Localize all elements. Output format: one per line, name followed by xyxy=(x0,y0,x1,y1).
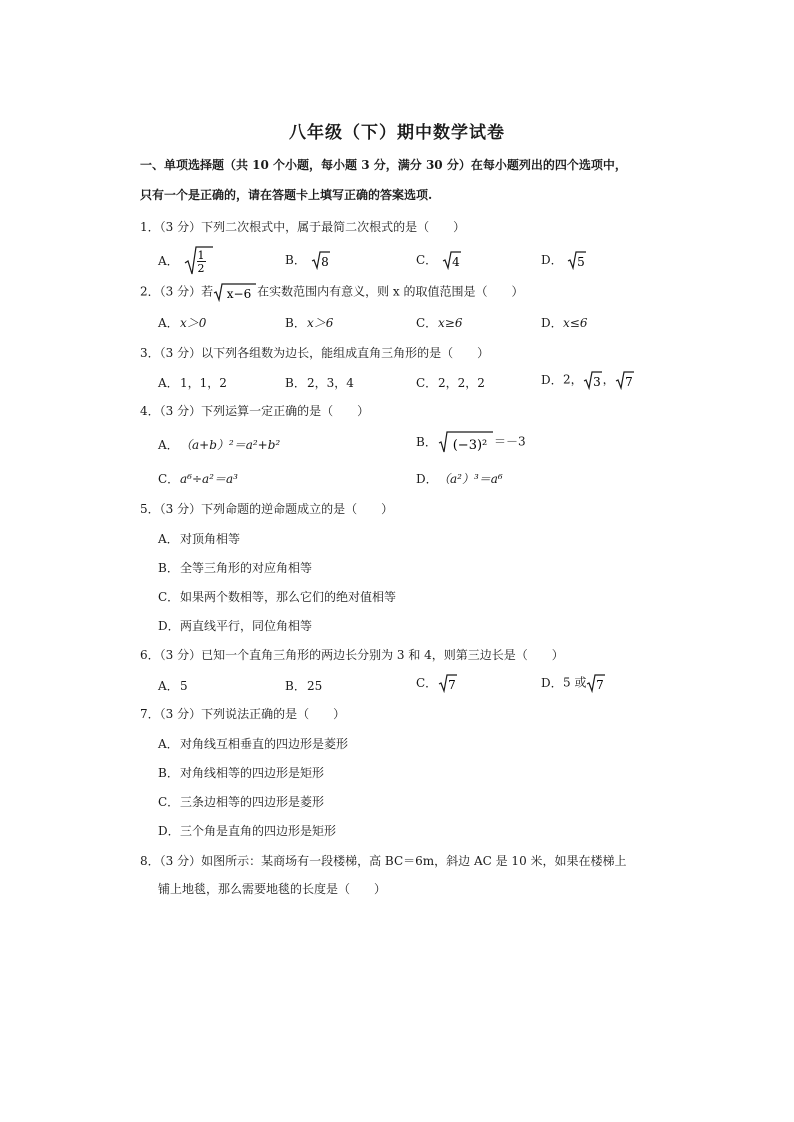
q2-option-a: A．x＞0 xyxy=(158,316,207,330)
page-title: 八年级（下）期中数学试卷 xyxy=(289,123,505,143)
svg-text:8: 8 xyxy=(321,255,329,269)
q4-option-d: D．（a²）³＝a⁶ xyxy=(416,472,503,486)
sqrt-icon xyxy=(438,673,458,693)
question-score: （3 分） xyxy=(159,220,202,234)
svg-text:7: 7 xyxy=(596,678,605,692)
q6-option-a: A．5 xyxy=(158,679,188,693)
q4-option-a: A．（a+b）²＝a²+b² xyxy=(158,438,281,452)
svg-text:(−3)²: (−3)² xyxy=(452,438,488,453)
svg-text:7: 7 xyxy=(448,678,456,692)
q3-option-d: D．2， 3 ， 7 xyxy=(541,370,635,390)
svg-text:2: 2 xyxy=(197,262,205,275)
q4-option-c: C．a⁶÷a²＝a³ xyxy=(158,472,238,486)
sqrt-icon xyxy=(567,250,587,270)
q3-option-c: C．2，2，2 xyxy=(416,376,485,390)
q4-option-b: B． (−3)² ＝－3 xyxy=(416,430,526,454)
sqrt-fraction-icon xyxy=(184,246,214,276)
sqrt-icon xyxy=(311,250,331,270)
question-number: 1． xyxy=(140,220,160,234)
sqrt-icon xyxy=(442,250,462,270)
svg-text:5: 5 xyxy=(577,255,585,269)
q7-option-c: C．三条边相等的四边形是菱形 xyxy=(158,795,325,809)
q6-option-d: D．5 或 7 xyxy=(541,673,606,693)
question-4: 4．（3 分）下列运算一定正确的是（ ） xyxy=(140,404,370,418)
sqrt-icon xyxy=(213,282,257,302)
q1-option-b: B． 8 xyxy=(285,250,331,270)
q3-option-b: B．2，3，4 xyxy=(285,376,354,390)
question-3: 3．（3 分）以下列各组数为边长，能组成直角三角形的是（ ） xyxy=(140,346,490,360)
svg-text:4: 4 xyxy=(452,255,460,269)
sqrt-icon xyxy=(586,673,606,693)
q2-option-c: C．x≥6 xyxy=(416,316,463,330)
svg-text:x−6: x−6 xyxy=(226,287,252,301)
svg-text:3: 3 xyxy=(592,375,601,389)
svg-text:1: 1 xyxy=(197,249,205,262)
q5-option-a: A．对顶角相等 xyxy=(158,532,241,546)
q6-option-b: B．25 xyxy=(285,679,323,693)
q2-option-b: B．x＞6 xyxy=(285,316,334,330)
q6-option-c: C． 7 xyxy=(416,673,458,693)
q1-option-a: A． 1 2 xyxy=(158,246,214,276)
sqrt-icon xyxy=(615,370,635,390)
q2-option-d: D．x≤6 xyxy=(541,316,588,330)
q5-option-d: D．两直线平行，同位角相等 xyxy=(158,619,313,633)
q5-option-b: B．全等三角形的对应角相等 xyxy=(158,561,313,575)
sqrt-icon xyxy=(583,370,603,390)
question-8: 8．（3 分）如图所示：某商场有一段楼梯，高 BC＝6m，斜边 AC 是 10 米，如果在楼梯上 xyxy=(140,854,627,868)
section-instructions-line2: 只有一个是正确的，请在答题卡上填写正确的答案选项. xyxy=(140,188,433,202)
question-7: 7．（3 分）下列说法正确的是（ ） xyxy=(140,707,346,721)
q7-option-b: B．对角线相等的四边形是矩形 xyxy=(158,766,325,780)
svg-text:7: 7 xyxy=(624,375,633,389)
question-8-line2: 铺上地毯，那么需要地毯的长度是（ ） xyxy=(158,882,387,896)
q7-option-d: D．三个角是直角的四边形是矩形 xyxy=(158,824,337,838)
question-1 xyxy=(140,218,700,235)
question-2: 2．（3 分）若 x−6 在实数范围内有意义，则 x 的取值范围是（ ） xyxy=(140,282,700,302)
sqrt-icon xyxy=(438,430,494,454)
q5-option-c: C．如果两个数相等，那么它们的绝对值相等 xyxy=(158,590,397,604)
q3-option-a: A．1，1，2 xyxy=(158,376,227,390)
question-5: 5．（3 分）下列命题的逆命题成立的是（ ） xyxy=(140,502,394,516)
q7-option-a: A．对角线互相垂直的四边形是菱形 xyxy=(158,737,349,751)
section-instructions-line1: 一、单项选择题（共 10 个小题，每小题 3 分，满分 30 分）在每小题列出的四个选项中， xyxy=(140,158,627,172)
question-6: 6．（3 分）已知一个直角三角形的两边长分别为 3 和 4，则第三边长是（ ） xyxy=(140,648,564,662)
question-stem: 下列二次根式中，属于最简二次根式的是（ ） xyxy=(201,220,466,234)
q1-option-c: C． 4 xyxy=(416,250,462,270)
q1-option-d: D． 5 xyxy=(541,250,587,270)
